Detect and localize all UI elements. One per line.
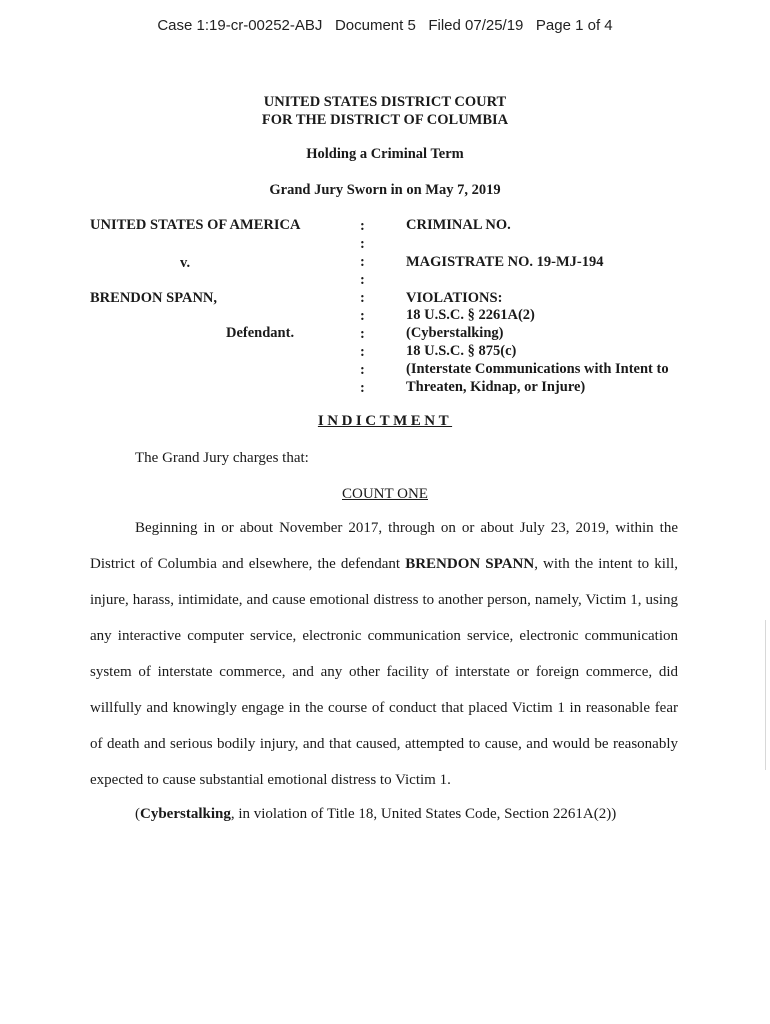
defendant-name: BRENDON SPANN, [90, 290, 218, 306]
caption-colon: : [360, 236, 365, 252]
defendant-label: Defendant. [226, 325, 295, 341]
grand-jury-sworn: Grand Jury Sworn in on May 7, 2019 [269, 182, 501, 198]
defendant-name-inline: BRENDON SPANN [405, 556, 535, 572]
statute-open: ( [135, 806, 140, 822]
body-line: of death and serious bodily injury, and that caused, attempted to cause, and would be reasonably [90, 736, 678, 752]
body-line: Beginning in or about November 2017, through on or about July 23, 2019, within the [135, 520, 678, 536]
violation-line: (Cyberstalking) [406, 325, 504, 341]
indictment-title: INDICTMENT [317, 413, 453, 429]
body-line: injure, harass, intimidate, and cause emotional distress to another person, namely, Victim 1, using [90, 592, 678, 608]
filing-header [0, 17, 770, 34]
criminal-number: CRIMINAL NO. [406, 217, 511, 233]
statute-text: , in violation of Title 18, United States Code, Section 2261A(2)) [230, 806, 617, 822]
versus: v. [180, 255, 191, 271]
caption-colon: : [360, 218, 365, 234]
caption-colon: : [360, 272, 365, 288]
court-name-line2: FOR THE DISTRICT OF COLUMBIA [261, 112, 509, 128]
body-line [90, 556, 678, 573]
statute-citation [135, 806, 616, 823]
body-line: system of interstate commerce, and any other facility of interstate or foreign commerce, did [90, 664, 678, 680]
case-number: Case 1:19-cr-00252-ABJ [157, 17, 323, 34]
statute-offense: Cyberstalking [140, 806, 231, 822]
criminal-term: Holding a Criminal Term [306, 146, 464, 162]
caption-colon: : [360, 362, 365, 378]
magistrate-number: MAGISTRATE NO. 19-MJ-194 [406, 254, 604, 270]
plaintiff-name: UNITED STATES OF AMERICA [90, 217, 301, 233]
body-line: willfully and knowingly engage in the course of conduct that placed Victim 1 in reasonable fear [90, 700, 678, 716]
violation-line: 18 U.S.C. § 875(c) [406, 343, 517, 359]
violations-label: VIOLATIONS: [406, 290, 503, 306]
body-line: any interactive computer service, electronic communication service, electronic communication [90, 628, 678, 644]
count-one-heading: COUNT ONE [342, 486, 428, 502]
body-text: , with the intent to kill, [534, 556, 678, 572]
violation-line: Threaten, Kidnap, or Injure) [406, 379, 586, 395]
caption-colon: : [360, 254, 365, 270]
caption-colon: : [360, 326, 365, 342]
court-name-line1: UNITED STATES DISTRICT COURT [263, 94, 507, 110]
violation-line: (Interstate Communications with Intent to [406, 361, 669, 377]
caption-colon: : [360, 380, 365, 396]
document-number: Document 5 [334, 17, 416, 34]
scan-edge-line [765, 620, 766, 770]
filed-date: Filed 07/25/19 [428, 17, 524, 34]
body-text: District of Columbia and elsewhere, the defendant [90, 556, 401, 572]
violation-line: 18 U.S.C. § 2261A(2) [406, 307, 535, 323]
caption-colon: : [360, 290, 365, 306]
body-line: expected to cause substantial emotional distress to Victim 1. [90, 772, 451, 788]
page-number: Page 1 of 4 [535, 17, 613, 34]
grand-jury-intro: The Grand Jury charges that: [135, 450, 309, 466]
caption-colon: : [360, 308, 365, 324]
caption-colon: : [360, 344, 365, 360]
